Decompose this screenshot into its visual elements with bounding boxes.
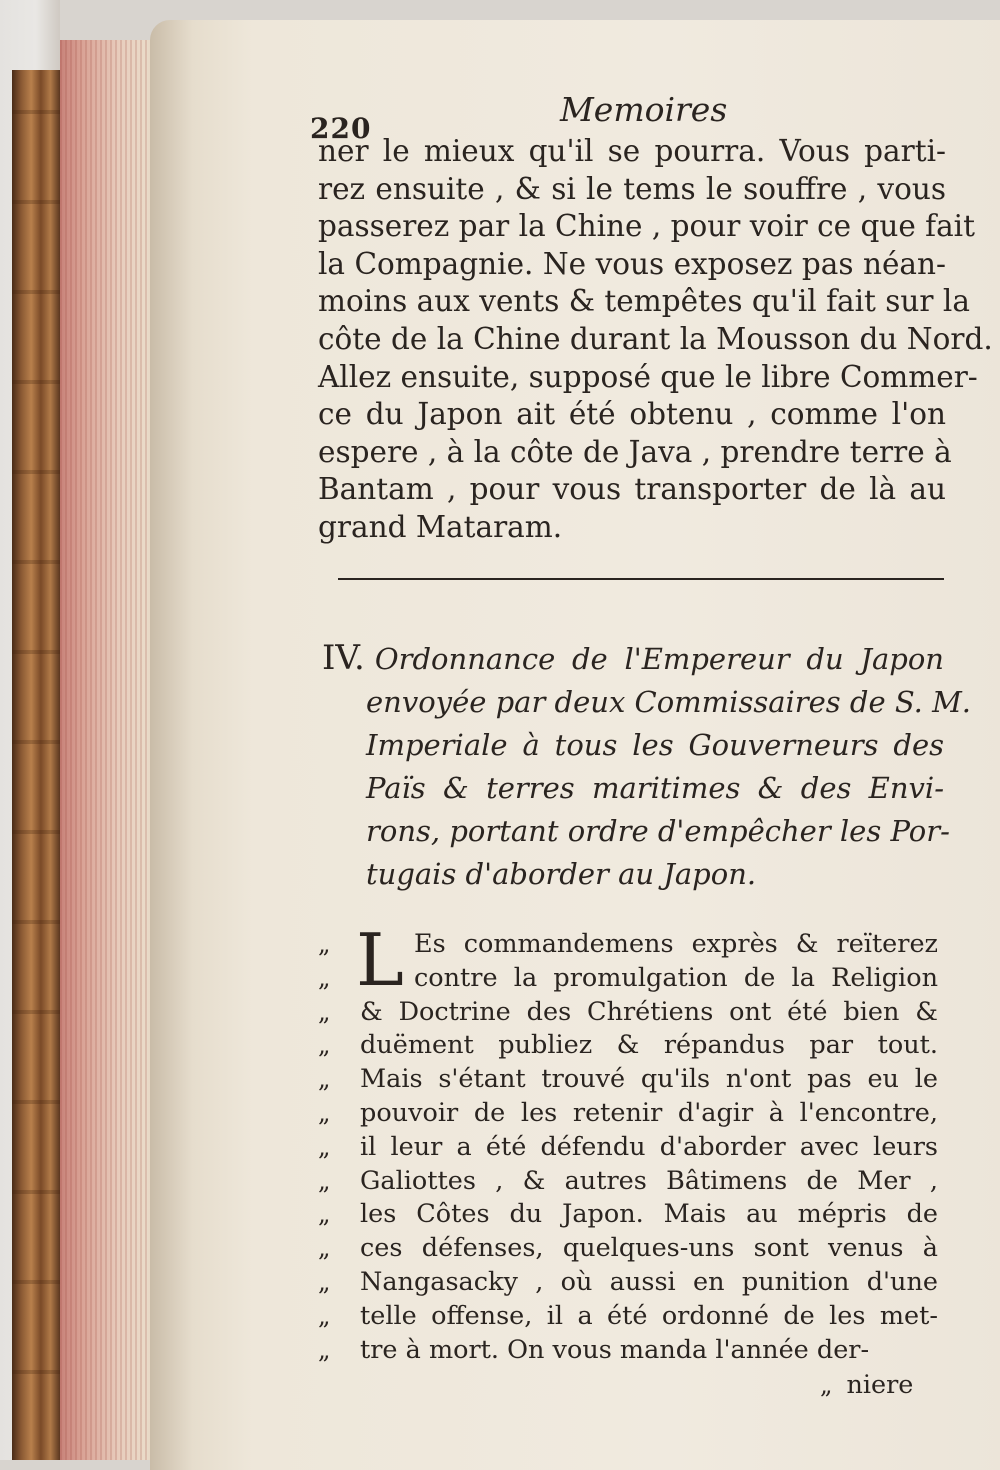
text-line: rez ensuite , & si le tems le souffre , vous bbox=[318, 171, 946, 206]
section-divider bbox=[338, 578, 944, 580]
quote-line: „ tre à mort. On vous manda l'année der- bbox=[318, 1334, 938, 1368]
quote-mark: „ bbox=[318, 1234, 331, 1263]
catchword: „ niere bbox=[820, 1370, 914, 1400]
quote-line: „ pouvoir de les retenir d'agir à l'encontre, bbox=[318, 1097, 938, 1131]
quote-mark: „ bbox=[318, 1267, 331, 1296]
drop-cap: L bbox=[356, 918, 404, 1002]
heading-line: Imperiale à tous les Gouverneurs des bbox=[366, 728, 944, 762]
quote-mark: „ bbox=[318, 930, 331, 958]
quote-line: „ contre la promulgation de la Religion bbox=[318, 962, 938, 996]
heading-line: envoyée par deux Commissaires de S. M. bbox=[366, 685, 972, 719]
text-line: Bantam , pour vous transporter de là au bbox=[318, 472, 946, 507]
text-line: la Compagnie. Ne vous exposez pas néan- bbox=[318, 246, 946, 281]
quote-mark: „ bbox=[318, 1200, 331, 1229]
text-line: ner le mieux qu'il se pourra. Vous parti- bbox=[318, 134, 946, 168]
quote-line: „ il leur a été défendu d'aborder avec leurs bbox=[318, 1131, 938, 1165]
quote-line: „ telle offense, il a été ordonné de les met- bbox=[318, 1300, 938, 1334]
quote-mark: „ bbox=[318, 963, 331, 992]
paragraph-1 bbox=[318, 133, 993, 547]
quoted-ordinance bbox=[318, 918, 938, 1367]
quote-mark: „ bbox=[318, 1301, 331, 1330]
text-line: passerez par la Chine , pour voir ce que fait bbox=[318, 209, 975, 244]
heading-line: Païs & terres maritimes & des Envi- bbox=[366, 771, 944, 805]
section-heading bbox=[322, 637, 972, 896]
quote-line: „ L Es commandemens exprès & reïterez bbox=[318, 918, 938, 1002]
quote-line: „ duëment publiez & répandus par tout. bbox=[318, 1029, 938, 1063]
quote-line: „ les Côtes du Japon. Mais au mépris de bbox=[318, 1198, 938, 1232]
text-line: ce du Japon ait été obtenu , comme l'on bbox=[318, 397, 946, 432]
quote-line: „ & Doctrine des Chrétiens ont été bien & bbox=[318, 996, 938, 1030]
quote-mark: „ bbox=[318, 1031, 331, 1060]
text-line: moins aux vents & tempêtes qu'il fait sur la bbox=[318, 284, 970, 319]
quote-line: „ Mais s'étant trouvé qu'ils n'ont pas eu le bbox=[318, 1063, 938, 1097]
heading-line: tugais d'aborder au Japon. bbox=[366, 857, 757, 891]
quote-mark: „ bbox=[820, 1371, 833, 1399]
quote-mark: „ bbox=[318, 1098, 331, 1127]
quote-mark: „ bbox=[318, 997, 331, 1026]
quote-line: „ Nangasacky , où aussi en punition d'une bbox=[318, 1266, 938, 1300]
heading-line: rons, portant ordre d'empêcher les Por- bbox=[366, 814, 950, 848]
text-line: côte de la Chine durant la Mousson du Nord. bbox=[318, 321, 993, 356]
text-line: espere , à la côte de Java , prendre terre à bbox=[318, 434, 952, 469]
quote-line: „ Galiottes , & autres Bâtimens de Mer , bbox=[318, 1165, 938, 1199]
quote-line: „ ces défenses, quelques-uns sont venus à bbox=[318, 1232, 938, 1266]
running-title: Memoires bbox=[560, 90, 728, 129]
text-line: grand Mataram. bbox=[318, 509, 563, 544]
page-number: 220 bbox=[310, 112, 372, 145]
section-numeral: IV. bbox=[322, 638, 365, 678]
quote-mark: „ bbox=[318, 1065, 331, 1094]
quote-mark: „ bbox=[318, 1335, 331, 1364]
heading-line: IV. Ordonnance de l'Empereur du Japon bbox=[322, 638, 944, 678]
quote-mark: „ bbox=[318, 1132, 331, 1161]
text-line: Allez ensuite, supposé que le libre Commer- bbox=[318, 359, 978, 394]
quote-mark: „ bbox=[318, 1166, 331, 1195]
